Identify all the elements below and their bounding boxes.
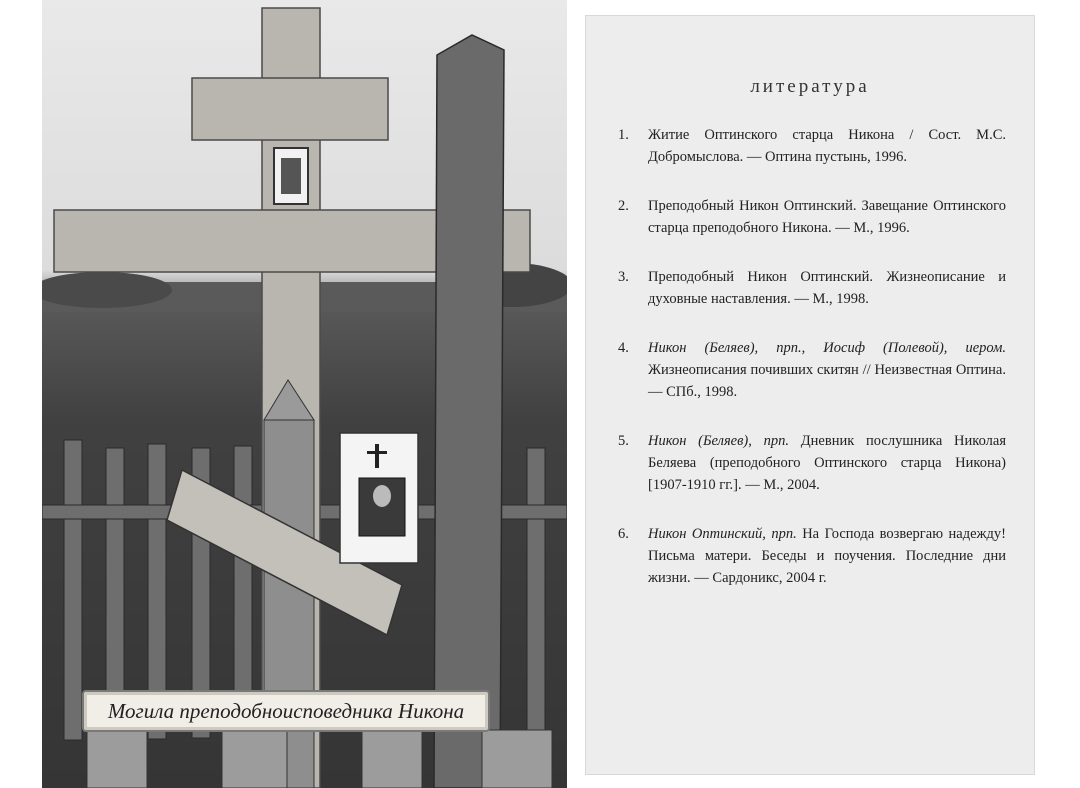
photo-caption: Могила преподобноисповедника Никона [82, 690, 490, 732]
grave-scene [42, 0, 567, 788]
reference-item: 2. Преподобный Никон Оптинский. Завещание Оптинского старца преподобного Никона. — М., 1996. [618, 198, 1006, 236]
reference-item: 6. Никон Оптинский, прп. На Господа возвергаю надежду! Письма матери. Беседы и поучения. Последние дни жизни. — Сардоникс, 2004 г. [618, 526, 1006, 586]
reference-list [618, 124, 1006, 616]
literature-page [585, 15, 1035, 775]
page-title: литература [750, 76, 870, 97]
reference-item: 3. Преподобный Никон Оптинский. Жизнеописание и духовные наставления. — М., 1998. [618, 269, 1006, 307]
reference-item: 1. Житие Оптинского старца Никона / Сост. М.С. Добромыслова. — Оптина пустынь, 1996. [618, 127, 1006, 165]
grave-photo [42, 0, 567, 788]
reference-item: 5. Никон (Беляев), прп. Дневник послушника Николая Беляева (преподобного Оптинского старца Никона) [1907-1910 гг.]. — М., 2004. [618, 433, 1006, 493]
reference-item: 4. Никон (Беляев), прп., Иосиф (Полевой), иером. Жизнеописания почивших скитян // Неизвестная Оптина. — СПб., 1998. [618, 340, 1006, 400]
